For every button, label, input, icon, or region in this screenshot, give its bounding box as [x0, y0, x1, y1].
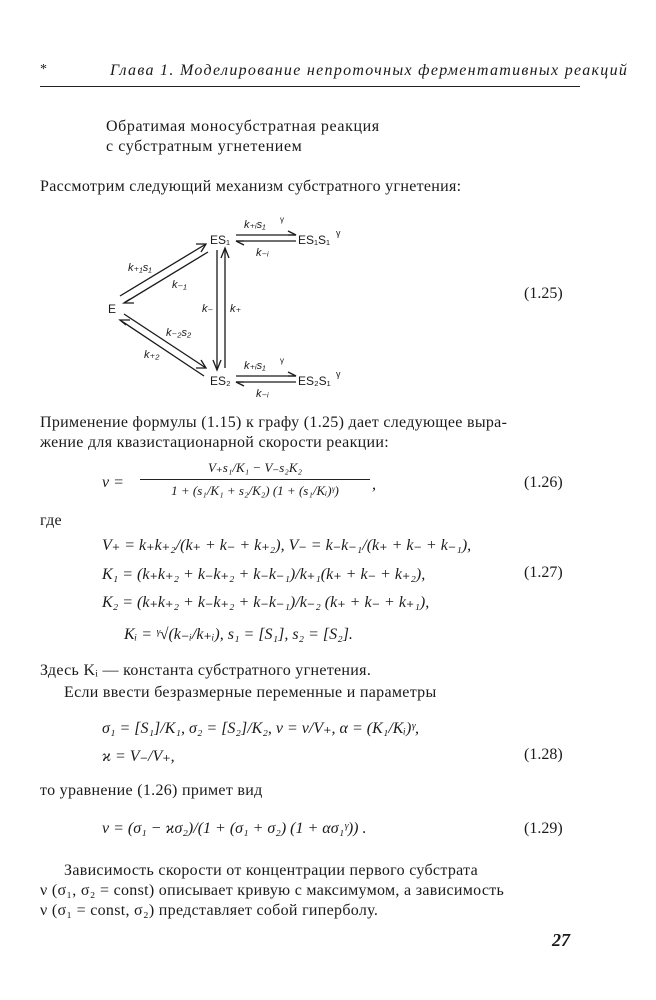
label-k-plus-i-s1-top: k₊ᵢs₁ — [244, 219, 266, 231]
eq-1-26-denominator: 1 + (s₁/K₁ + s₂/K₂) (1 + (s₁/Kᵢ)ᵞ) — [171, 483, 339, 498]
label-k-plus1-s1: k₊₁s₁ — [128, 262, 152, 274]
eq-1-29-body: ν = (σ₁ − ϰσ₂)/(1 + (σ₁ + σ₂) (1 + ασ₁ᵞ)) . — [102, 820, 367, 837]
arrow-es1-to-e — [124, 252, 208, 303]
eq-1-28-line2: ϰ = V₋/V₊, — [102, 748, 175, 765]
eq-1-26-trail: , — [372, 476, 376, 493]
header-rule — [40, 86, 580, 87]
eq-1-27-line4: Kᵢ = ᵞ√(k₋ᵢ/k₊ᵢ), s₁ = [S₁], s₂ = [S₂]. — [124, 626, 353, 643]
eq-1-26-numerator: V₊s₁/K₁ − V₋s₂K₂ — [207, 460, 303, 475]
eq-1-28-number: (1.28) — [524, 746, 563, 763]
eq-1-26-fraction-bar — [140, 479, 370, 480]
arrowhead-e-to-es1 — [196, 244, 206, 252]
node-e: E — [108, 302, 117, 316]
arrowhead-es1-to-es1s1 — [288, 231, 296, 235]
label-k-minus2-s2: k₋₂s₂ — [166, 327, 192, 339]
label-k-plus: k₊ — [230, 303, 242, 315]
header-marker: * — [40, 62, 47, 77]
gamma-es2s1: γ — [336, 369, 341, 379]
section-title-line-2: с субстратным угнетением — [106, 138, 303, 155]
gamma-es1s1: γ — [336, 228, 341, 238]
arrowhead-es1s1-to-es1 — [236, 241, 244, 245]
eq-1-27-line1: V₊ = k₊k₊₂/(k₊ + k₋ + k₊₂), V₋ = k₋k₋₁/(k₊ + k₋ + k₋₁), — [102, 537, 472, 554]
gamma-label-top: γ — [280, 215, 284, 224]
eq-1-27-line2: K₁ = (k₊k₊₂ + k₋k₊₂ + k₋k₋₁)/k₊₁(k₊ + k₋ + k₊₂), — [102, 566, 426, 583]
eq-1-27-number: (1.27) — [524, 564, 563, 581]
para2-line1: Применение формулы (1.15) к графу (1.25) дает следующее выра- — [40, 414, 508, 431]
para5-line1: Зависимость скорости от концентрации первого субстрата — [64, 862, 478, 879]
eq-1-28-line1: σ₁ = [S₁]/K₁, σ₂ = [S₂]/K₂, ν = v/V₊, α = (K₁/Kᵢ)ᵞ, — [102, 720, 419, 737]
para5-line2: ν (σ₁, σ₂ = const) описывает кривую с максимумом, а зависимость — [40, 882, 505, 899]
label-k-minus-i-bottom: k₋ᵢ — [256, 388, 269, 400]
node-es2s1: ES₂S₁ — [298, 374, 331, 388]
eq-1-26-number: (1.26) — [524, 474, 563, 491]
running-header — [40, 62, 629, 84]
node-es1s1: ES₁S₁ — [298, 233, 331, 247]
where-word: где — [40, 512, 62, 529]
arrow-e-to-es2 — [124, 314, 206, 368]
node-es1: ES₁ — [210, 233, 231, 247]
reaction-scheme — [100, 208, 400, 408]
eq-1-29-number: (1.29) — [524, 820, 563, 837]
arrowhead-es1-to-e — [124, 299, 134, 303]
label-k-minus-i-top: k₋ᵢ — [256, 247, 269, 259]
para4: то уравнение (1.26) примет вид — [40, 782, 263, 799]
section-title-line-1: Обратимая моносубстратная реакция — [106, 118, 380, 135]
node-es2: ES₂ — [210, 374, 231, 388]
para3-line1: Здесь Kᵢ — константа субстратного угнетения. — [40, 662, 372, 679]
label-k-plus-i-s1-bottom: k₊ᵢs₁ — [244, 360, 266, 372]
eq-1-26-fraction — [140, 460, 370, 499]
para3-line2: Если ввести безразмерные переменные и параметры — [64, 684, 437, 701]
eq-1-27-line3: K₂ = (k₊k₊₂ + k₋k₊₂ + k₋k₋₁)/k₋₂ (k₊ + k₋ + k₊₁), — [102, 594, 430, 611]
page-number: 27 — [552, 930, 570, 950]
arrowhead-es2s1-to-es2 — [236, 382, 244, 386]
eq-1-25-number: (1.25) — [524, 285, 563, 302]
para2-line2: жение для квазистационарной скорости реакции: — [40, 434, 389, 451]
label-k-plus2: k₊₂ — [144, 349, 160, 361]
eq-1-26-lhs: v = — [102, 474, 124, 491]
gamma-label-bottom: γ — [280, 356, 284, 365]
label-k-minus: k₋ — [202, 303, 214, 315]
arrowhead-es2-to-es2s1 — [288, 372, 296, 376]
intro-paragraph: Рассмотрим следующий механизм субстратного угнетения: — [40, 178, 462, 195]
running-title: Глава 1. Моделирование непроточных ферментативных реакций — [110, 62, 629, 79]
arrow-es2-to-e — [120, 320, 204, 376]
arrowhead-es2-to-e — [120, 320, 130, 325]
para5-line3: ν (σ₁ = const, σ₂) представляет собой гиперболу. — [40, 902, 379, 919]
label-k-minus1: k₋₁ — [172, 279, 187, 291]
